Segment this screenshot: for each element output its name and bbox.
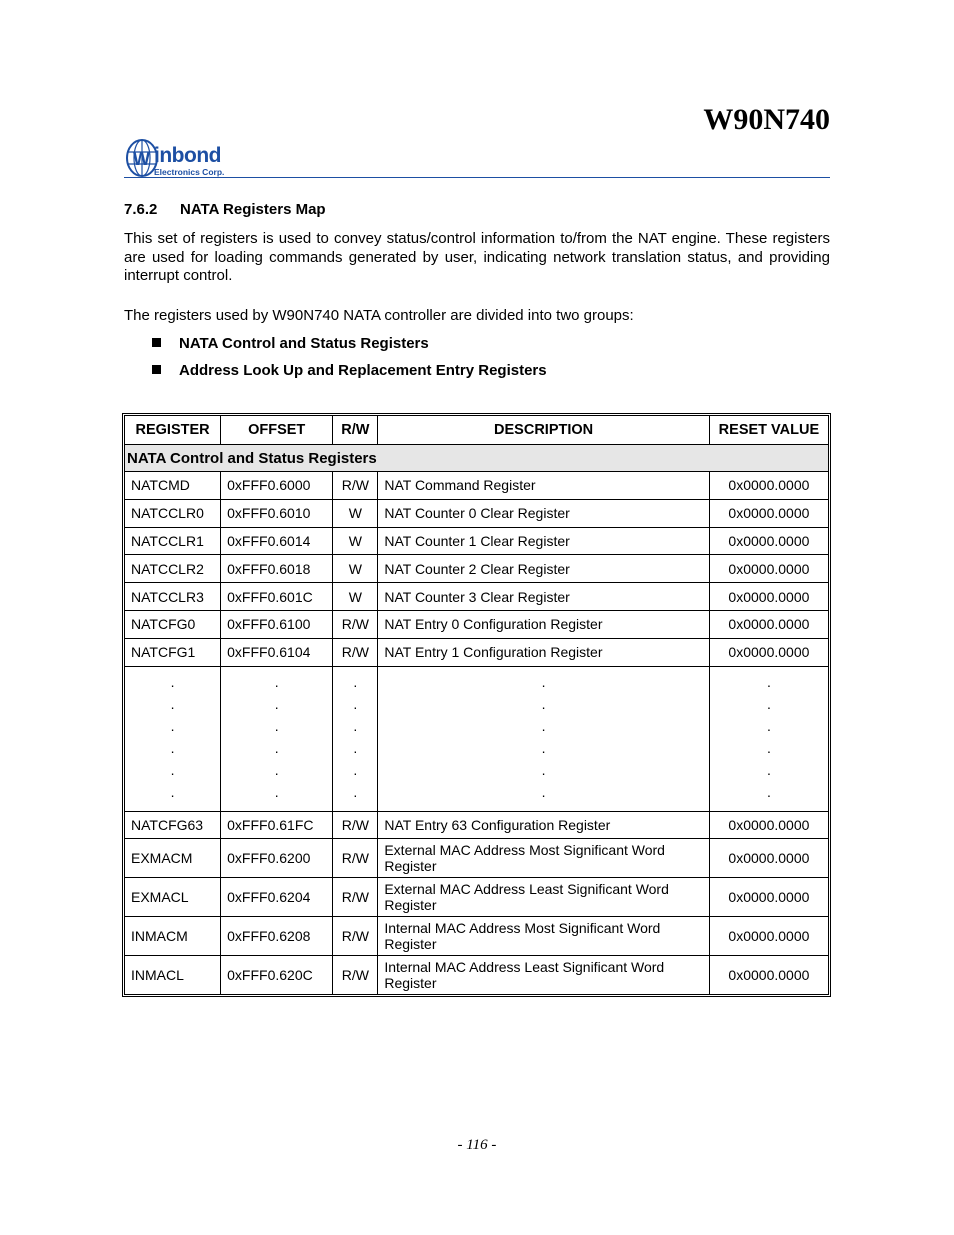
ellipsis-dot: . <box>353 717 358 734</box>
group-label: NATA Control and Status Registers <box>125 445 829 472</box>
description-cell: NAT Counter 0 Clear Register <box>378 499 709 527</box>
register-cell: NATCMD <box>125 472 221 500</box>
logo-wordmark: inbond <box>154 144 221 167</box>
ellipsis-dot: . <box>353 739 358 756</box>
svg-text:W: W <box>133 149 150 169</box>
square-bullet-icon <box>152 365 161 374</box>
rw-cell: R/W <box>333 878 378 917</box>
description-cell: NAT Entry 63 Configuration Register <box>378 811 709 839</box>
rw-cell: R/W <box>333 472 378 500</box>
reset-value-cell: 0x0000.0000 <box>709 527 828 555</box>
bullet-item <box>152 335 429 352</box>
reset-value-cell: 0x0000.0000 <box>709 472 828 500</box>
table-row <box>125 839 829 878</box>
table-row <box>125 610 829 638</box>
rw-cell: R/W <box>333 638 378 666</box>
ellipsis-row <box>125 666 829 811</box>
offset-cell: 0xFFF0.6000 <box>221 472 333 500</box>
bullet-item <box>152 362 547 379</box>
table-row <box>125 638 829 666</box>
offset-cell: 0xFFF0.6204 <box>221 878 333 917</box>
rw-cell: R/W <box>333 956 378 995</box>
reset-value-cell: 0x0000.0000 <box>709 839 828 878</box>
reset-value-cell: 0x0000.0000 <box>709 638 828 666</box>
page-number: - 116 - <box>457 1137 497 1153</box>
table-header-row <box>125 416 829 445</box>
column-header: REGISTER <box>125 416 221 445</box>
ellipsis-dot: . <box>353 673 358 690</box>
ellipsis-cell <box>125 666 221 811</box>
ellipsis-dot: . <box>766 673 771 690</box>
ellipsis-dot: . <box>353 761 358 778</box>
rw-cell: W <box>333 499 378 527</box>
table-row <box>125 878 829 917</box>
ellipsis-dot: . <box>766 717 771 734</box>
ellipsis-dot: . <box>541 783 546 800</box>
offset-cell: 0xFFF0.61FC <box>221 811 333 839</box>
reset-value-cell: 0x0000.0000 <box>709 555 828 583</box>
description-cell: Internal MAC Address Least Significant Word Register <box>378 956 709 995</box>
group-row <box>125 445 829 472</box>
ellipsis-dot: . <box>274 717 279 734</box>
offset-cell: 0xFFF0.620C <box>221 956 333 995</box>
ellipsis-dot: . <box>766 739 771 756</box>
description-cell: NAT Command Register <box>378 472 709 500</box>
column-header: RESET VALUE <box>709 416 828 445</box>
groups-paragraph: The registers used by W90N740 NATA controller are divided into two groups: <box>124 307 634 324</box>
ellipsis-cell <box>378 666 709 811</box>
offset-cell: 0xFFF0.6100 <box>221 610 333 638</box>
table-row <box>125 956 829 995</box>
reset-value-cell: 0x0000.0000 <box>709 610 828 638</box>
bullet-label: NATA Control and Status Registers <box>179 335 429 352</box>
reset-value-cell: 0x0000.0000 <box>709 956 828 995</box>
square-bullet-icon <box>152 338 161 347</box>
intro-paragraph: This set of registers is used to convey status/control information to/from the NAT engine. These registers are used for loading commands generated by user, indicating network translation status, and providing interrupt control. <box>124 230 830 284</box>
ellipsis-dot: . <box>170 695 175 712</box>
section-number: 7.6.2 <box>124 201 158 218</box>
ellipsis-dot: . <box>170 761 175 778</box>
logo-subtitle: Electronics Corp. <box>154 167 225 177</box>
ellipsis-dot: . <box>170 717 175 734</box>
registers-table <box>122 413 831 997</box>
document-title: W90N740 <box>703 103 830 136</box>
register-cell: NATCFG0 <box>125 610 221 638</box>
register-cell: INMACM <box>125 917 221 956</box>
rw-cell: W <box>333 527 378 555</box>
column-header: OFFSET <box>221 416 333 445</box>
description-cell: External MAC Address Least Significant Word Register <box>378 878 709 917</box>
ellipsis-dot: . <box>274 783 279 800</box>
ellipsis-dot: . <box>274 673 279 690</box>
table-row <box>125 917 829 956</box>
rw-cell: W <box>333 583 378 611</box>
header-divider <box>124 177 830 178</box>
ellipsis-dot: . <box>541 761 546 778</box>
ellipsis-dot: . <box>766 761 771 778</box>
bullet-label: Address Look Up and Replacement Entry Registers <box>179 362 547 379</box>
register-cell: NATCCLR2 <box>125 555 221 583</box>
description-cell: NAT Counter 2 Clear Register <box>378 555 709 583</box>
description-cell: External MAC Address Most Significant Word Register <box>378 839 709 878</box>
table-row <box>125 527 829 555</box>
register-cell: NATCFG63 <box>125 811 221 839</box>
register-cell: EXMACM <box>125 839 221 878</box>
ellipsis-dot: . <box>170 783 175 800</box>
ellipsis-dot: . <box>541 717 546 734</box>
table-row <box>125 811 829 839</box>
ellipsis-dot: . <box>170 673 175 690</box>
offset-cell: 0xFFF0.6014 <box>221 527 333 555</box>
column-header: R/W <box>333 416 378 445</box>
rw-cell: R/W <box>333 610 378 638</box>
offset-cell: 0xFFF0.6200 <box>221 839 333 878</box>
ellipsis-dot: . <box>274 695 279 712</box>
description-cell: NAT Counter 3 Clear Register <box>378 583 709 611</box>
ellipsis-dot: . <box>541 695 546 712</box>
table-row <box>125 472 829 500</box>
register-cell: NATCCLR0 <box>125 499 221 527</box>
ellipsis-dot: . <box>541 673 546 690</box>
rw-cell: R/W <box>333 811 378 839</box>
register-cell: NATCCLR3 <box>125 583 221 611</box>
register-cell: INMACL <box>125 956 221 995</box>
ellipsis-dot: . <box>766 695 771 712</box>
offset-cell: 0xFFF0.6104 <box>221 638 333 666</box>
ellipsis-dot: . <box>766 783 771 800</box>
description-cell: NAT Entry 0 Configuration Register <box>378 610 709 638</box>
ellipsis-dot: . <box>170 739 175 756</box>
reset-value-cell: 0x0000.0000 <box>709 878 828 917</box>
rw-cell: W <box>333 555 378 583</box>
rw-cell: R/W <box>333 839 378 878</box>
table-row <box>125 583 829 611</box>
reset-value-cell: 0x0000.0000 <box>709 583 828 611</box>
reset-value-cell: 0x0000.0000 <box>709 917 828 956</box>
register-cell: NATCCLR1 <box>125 527 221 555</box>
ellipsis-dot: . <box>274 761 279 778</box>
offset-cell: 0xFFF0.601C <box>221 583 333 611</box>
reset-value-cell: 0x0000.0000 <box>709 811 828 839</box>
ellipsis-dot: . <box>353 695 358 712</box>
reset-value-cell: 0x0000.0000 <box>709 499 828 527</box>
table-row <box>125 499 829 527</box>
ellipsis-dot: . <box>353 783 358 800</box>
ellipsis-cell <box>709 666 828 811</box>
section-title: NATA Registers Map <box>180 201 326 218</box>
offset-cell: 0xFFF0.6018 <box>221 555 333 583</box>
description-cell: NAT Entry 1 Configuration Register <box>378 638 709 666</box>
rw-cell: R/W <box>333 917 378 956</box>
ellipsis-dot: . <box>541 739 546 756</box>
register-cell: NATCFG1 <box>125 638 221 666</box>
description-cell: NAT Counter 1 Clear Register <box>378 527 709 555</box>
table-row <box>125 555 829 583</box>
offset-cell: 0xFFF0.6010 <box>221 499 333 527</box>
section-heading <box>124 201 326 218</box>
column-header: DESCRIPTION <box>378 416 709 445</box>
ellipsis-dot: . <box>274 739 279 756</box>
register-cell: EXMACL <box>125 878 221 917</box>
offset-cell: 0xFFF0.6208 <box>221 917 333 956</box>
ellipsis-cell <box>221 666 333 811</box>
description-cell: Internal MAC Address Most Significant Word Register <box>378 917 709 956</box>
ellipsis-cell <box>333 666 378 811</box>
